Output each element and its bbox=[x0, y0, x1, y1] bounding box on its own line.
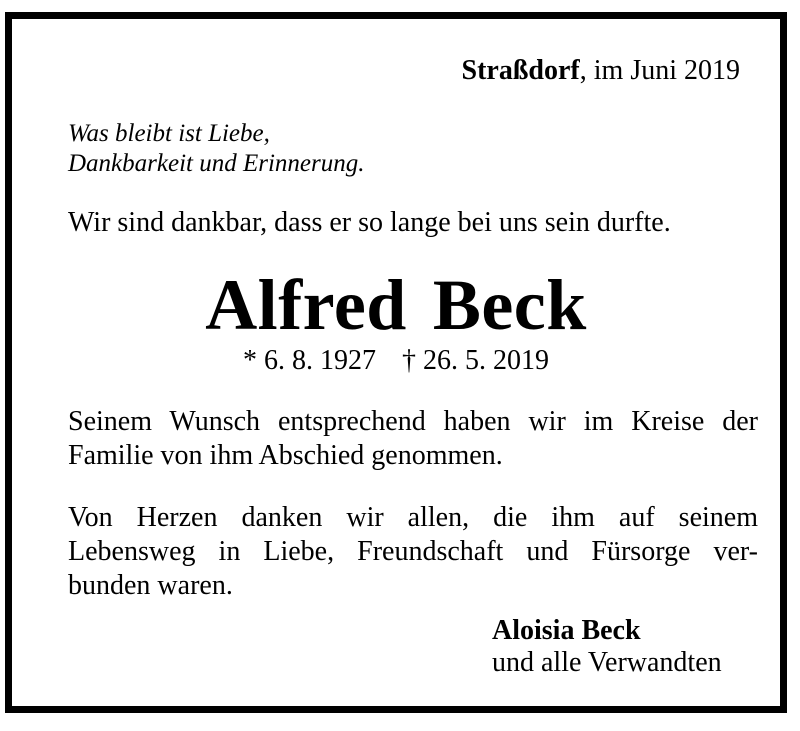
birth-date: * 6. 8. 1927 bbox=[243, 345, 376, 376]
thanks-line-3: bunden waren. bbox=[68, 570, 233, 601]
signature-block bbox=[492, 615, 722, 679]
death-date: † 26. 5. 2019 bbox=[402, 345, 549, 376]
obituary-notice bbox=[5, 12, 787, 713]
farewell-paragraph bbox=[68, 405, 758, 473]
thanks-paragraph bbox=[68, 501, 758, 603]
deceased-last-name: Beck bbox=[432, 265, 587, 345]
deceased-name bbox=[12, 265, 780, 345]
life-dates bbox=[12, 345, 780, 377]
intro-text: Wir sind dankbar, dass er so lange bei uns sein durfte. bbox=[68, 207, 671, 238]
signature-relatives: und alle Verwandten bbox=[492, 647, 722, 678]
place-date bbox=[462, 55, 740, 87]
notice-date: , im Juni 2019 bbox=[579, 55, 740, 86]
farewell-line-1: Seinem Wunsch entsprechend haben wir im Kreise der bbox=[68, 406, 758, 437]
motto-line-1: Was bleibt ist Liebe, bbox=[68, 120, 270, 147]
signature-name: Aloisia Beck bbox=[492, 615, 641, 646]
thanks-line-1: Von Herzen danken wir allen, die ihm auf seinem bbox=[68, 502, 758, 533]
farewell-line-2: Familie von ihm Abschied genommen. bbox=[68, 440, 503, 471]
deceased-first-name: Alfred bbox=[205, 265, 407, 345]
place-name: Straßdorf bbox=[461, 55, 580, 86]
thanks-line-2: Lebensweg in Liebe, Freundschaft und Fürsorge ver- bbox=[68, 536, 758, 567]
motto-line-2: Dankbarkeit und Erinnerung. bbox=[68, 150, 365, 177]
